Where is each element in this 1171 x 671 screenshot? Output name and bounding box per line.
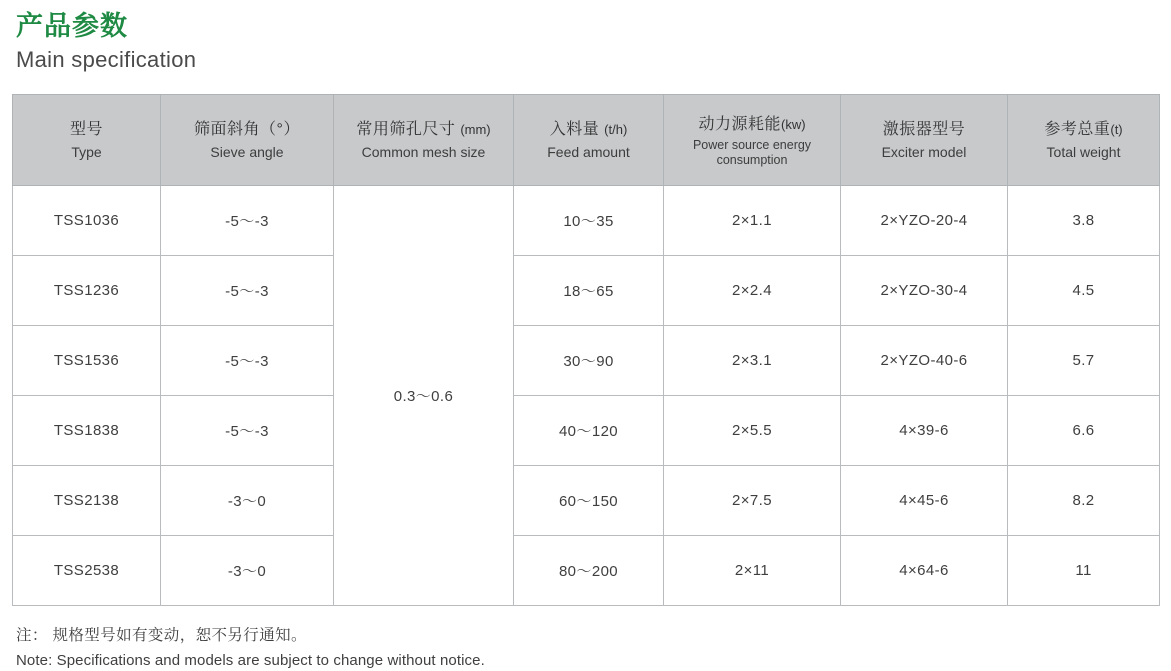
table-row xyxy=(13,186,1160,256)
column-header-power-en: Power source energy consumption xyxy=(692,138,812,167)
cell-angle: -3～0 xyxy=(161,466,334,536)
column-header-feed-amount xyxy=(514,95,664,186)
cell-weight: 4.5 xyxy=(1008,256,1160,326)
cell-weight: 3.8 xyxy=(1008,186,1160,256)
cell-angle: -5～-3 xyxy=(161,326,334,396)
specification-table xyxy=(12,94,1160,606)
cell-type: TSS2538 xyxy=(13,536,161,606)
column-header-total-weight xyxy=(1008,95,1160,186)
table-row xyxy=(13,396,1160,466)
footnote-en: Note: Specifications and models are subject to change without notice. xyxy=(16,651,485,669)
column-header-mesh-size xyxy=(334,95,514,186)
column-header-feed-amount-unit: (t/h) xyxy=(604,122,628,138)
cell-feed: 60～150 xyxy=(514,466,664,536)
column-header-exciter xyxy=(841,95,1008,186)
column-header-total-weight-en: Total weight xyxy=(1046,143,1121,160)
footnote xyxy=(12,624,1159,671)
column-header-type-en: Type xyxy=(71,143,102,160)
column-header-sieve-angle-cn: 筛面斜角（°） xyxy=(194,121,300,139)
column-header-power-unit: (kw) xyxy=(780,116,806,132)
cell-type: TSS1236 xyxy=(13,256,161,326)
column-header-exciter-en: Exciter model xyxy=(881,143,967,160)
column-header-mesh-size-unit: (mm) xyxy=(460,122,491,138)
table-header xyxy=(13,95,1160,186)
cell-exciter: 4×45-6 xyxy=(841,466,1008,536)
column-header-feed-amount-cn: 入料量 (t/h) xyxy=(549,121,628,139)
cell-power: 2×7.5 xyxy=(664,466,841,536)
cell-power: 2×5.5 xyxy=(664,396,841,466)
cell-power: 2×1.1 xyxy=(664,186,841,256)
cell-power: 2×11 xyxy=(664,536,841,606)
cell-type: TSS1036 xyxy=(13,186,161,256)
column-header-total-weight-cn: 参考总重(t) xyxy=(1044,121,1123,139)
cell-feed: 18～65 xyxy=(514,256,664,326)
cell-exciter: 4×64-6 xyxy=(841,536,1008,606)
column-header-sieve-angle xyxy=(161,95,334,186)
page-title-cn: 产品参数 xyxy=(16,11,128,41)
cell-feed: 40～120 xyxy=(514,396,664,466)
column-header-total-weight-unit: (t) xyxy=(1110,122,1123,138)
table-header-row xyxy=(13,95,1160,186)
cell-weight: 5.7 xyxy=(1008,326,1160,396)
table-row xyxy=(13,536,1160,606)
column-header-power xyxy=(664,95,841,186)
cell-type: TSS1838 xyxy=(13,396,161,466)
cell-exciter: 2×YZO-40-6 xyxy=(841,326,1008,396)
table-row xyxy=(13,256,1160,326)
column-header-type xyxy=(13,95,161,186)
cell-power: 2×2.4 xyxy=(664,256,841,326)
cell-feed: 10～35 xyxy=(514,186,664,256)
page-title xyxy=(12,10,1159,74)
cell-power: 2×3.1 xyxy=(664,326,841,396)
cell-angle: -3～0 xyxy=(161,536,334,606)
column-header-mesh-size-cn: 常用筛孔尺寸 (mm) xyxy=(356,121,491,139)
cell-angle: -5～-3 xyxy=(161,396,334,466)
column-header-feed-amount-en: Feed amount xyxy=(547,143,630,160)
column-header-exciter-cn: 激振器型号 xyxy=(882,121,966,139)
cell-weight: 8.2 xyxy=(1008,466,1160,536)
cell-exciter: 2×YZO-20-4 xyxy=(841,186,1008,256)
footnote-cn: 注： 规格型号如有变动，恕不另行通知。 xyxy=(16,627,307,645)
cell-exciter: 4×39-6 xyxy=(841,396,1008,466)
table-row xyxy=(13,326,1160,396)
cell-type: TSS2138 xyxy=(13,466,161,536)
cell-feed: 80～200 xyxy=(514,536,664,606)
cell-mesh-size-merged: 0.3～0.6 xyxy=(334,186,514,606)
table-body xyxy=(13,186,1160,606)
cell-feed: 30～90 xyxy=(514,326,664,396)
cell-exciter: 2×YZO-30-4 xyxy=(841,256,1008,326)
cell-weight: 6.6 xyxy=(1008,396,1160,466)
column-header-sieve-angle-en: Sieve angle xyxy=(210,143,284,160)
column-header-mesh-size-en: Common mesh size xyxy=(361,143,486,160)
cell-angle: -5～-3 xyxy=(161,256,334,326)
cell-type: TSS1536 xyxy=(13,326,161,396)
column-header-power-cn: 动力源耗能(kw) xyxy=(698,115,806,133)
cell-angle: -5～-3 xyxy=(161,186,334,256)
page-title-en: Main specification xyxy=(16,46,197,72)
cell-weight: 11 xyxy=(1008,536,1160,606)
table-row xyxy=(13,466,1160,536)
column-header-type-cn: 型号 xyxy=(69,121,103,139)
